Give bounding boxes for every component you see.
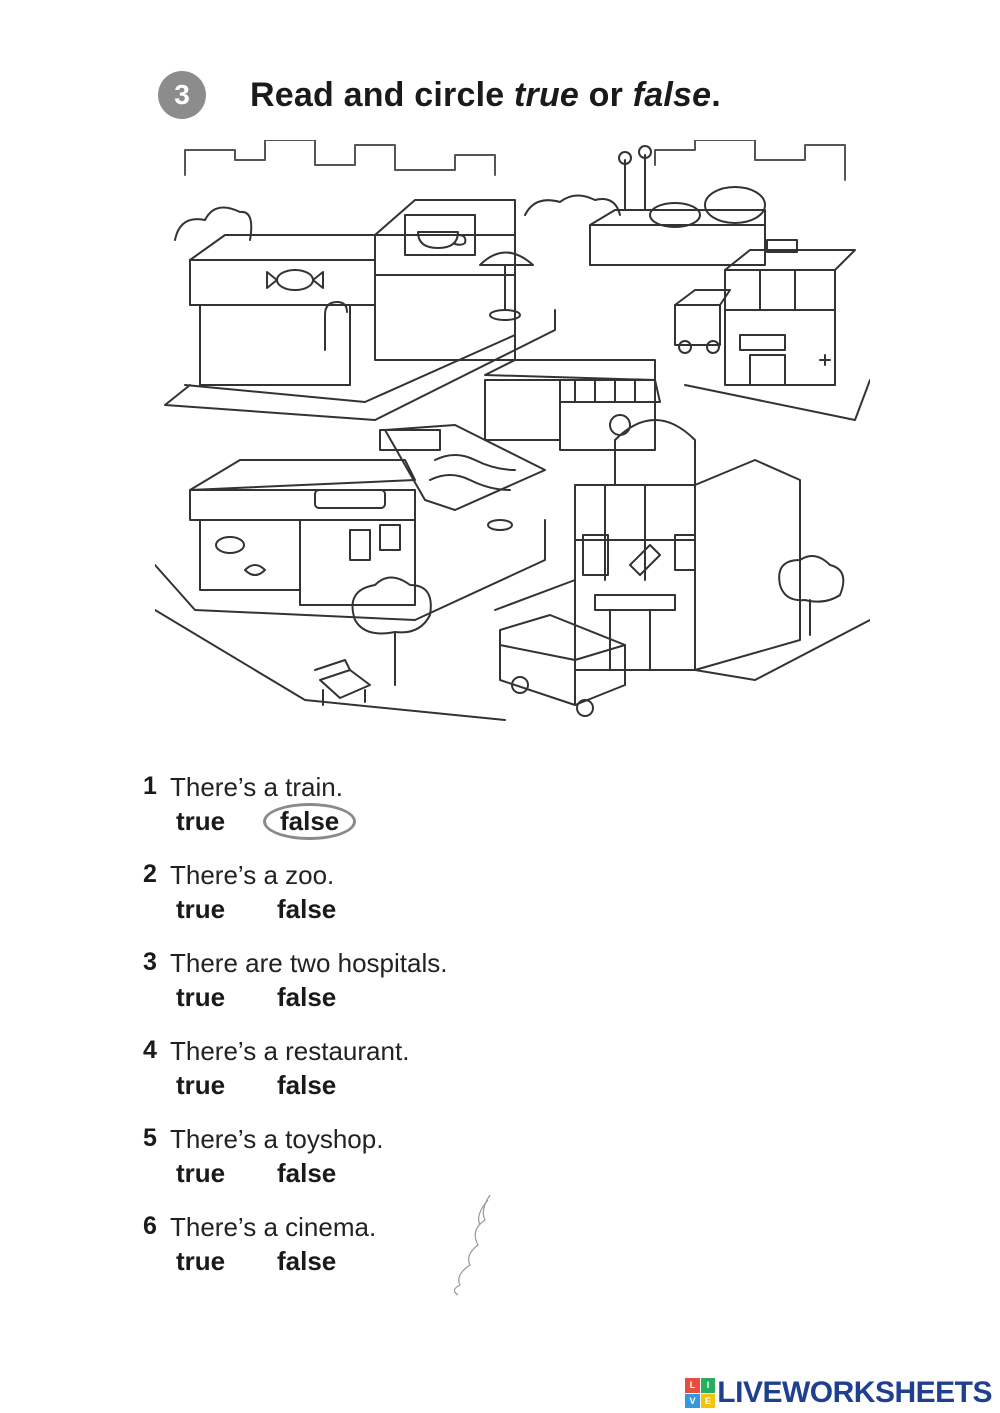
question-text: There are two hospitals. <box>170 948 448 978</box>
question-number: 6 <box>143 1212 157 1240</box>
question-text: There’s a restaurant. <box>170 1036 410 1066</box>
instruction-text <box>250 76 721 115</box>
question-number: 3 <box>143 948 157 976</box>
question-2 <box>143 856 563 936</box>
question-number: 2 <box>143 860 157 888</box>
instruction-prefix: Read and circle <box>250 75 514 114</box>
question-6 <box>143 1208 563 1288</box>
instruction-true-word: true <box>513 75 580 114</box>
question-number: 5 <box>143 1124 157 1152</box>
liveworksheets-logo-mark <box>685 1378 715 1408</box>
true-option[interactable]: true <box>176 894 226 924</box>
question-text: There’s a train. <box>170 772 343 802</box>
true-option[interactable]: true <box>176 1070 226 1100</box>
true-option[interactable]: true <box>176 1246 226 1276</box>
brand-name: LIVEWORKSHEETS <box>717 1376 992 1409</box>
logo-letter: E <box>701 1394 716 1409</box>
question-3 <box>143 944 563 1024</box>
exercise-number-badge: 3 <box>158 71 206 119</box>
town-illustration <box>155 140 870 730</box>
true-option[interactable]: true <box>176 806 226 836</box>
false-option[interactable]: false <box>277 1070 337 1100</box>
false-option-circled[interactable]: false <box>263 803 356 840</box>
false-option[interactable]: false <box>277 894 337 924</box>
false-option[interactable]: false <box>277 982 337 1012</box>
logo-letter: V <box>685 1394 700 1409</box>
question-text: There’s a zoo. <box>170 860 335 890</box>
false-option[interactable]: false <box>277 1246 337 1276</box>
question-1 <box>143 768 563 848</box>
true-option[interactable]: true <box>176 1158 226 1188</box>
logo-letter: I <box>701 1378 716 1393</box>
question-4 <box>143 1032 563 1112</box>
false-option[interactable]: false <box>277 1158 337 1188</box>
question-number: 1 <box>143 772 157 800</box>
instruction-or: or <box>579 75 633 114</box>
true-option[interactable]: true <box>176 982 226 1012</box>
instruction-false-word: false <box>632 75 712 114</box>
liveworksheets-logo[interactable] <box>685 1376 992 1410</box>
instruction-suffix: . <box>711 75 721 114</box>
exercise-header <box>158 70 721 120</box>
logo-letter: L <box>685 1378 700 1393</box>
question-number: 4 <box>143 1036 157 1064</box>
pen-scribble <box>440 1190 500 1300</box>
question-text: There’s a toyshop. <box>170 1124 384 1154</box>
question-5 <box>143 1120 563 1200</box>
question-text: There’s a cinema. <box>170 1212 377 1242</box>
